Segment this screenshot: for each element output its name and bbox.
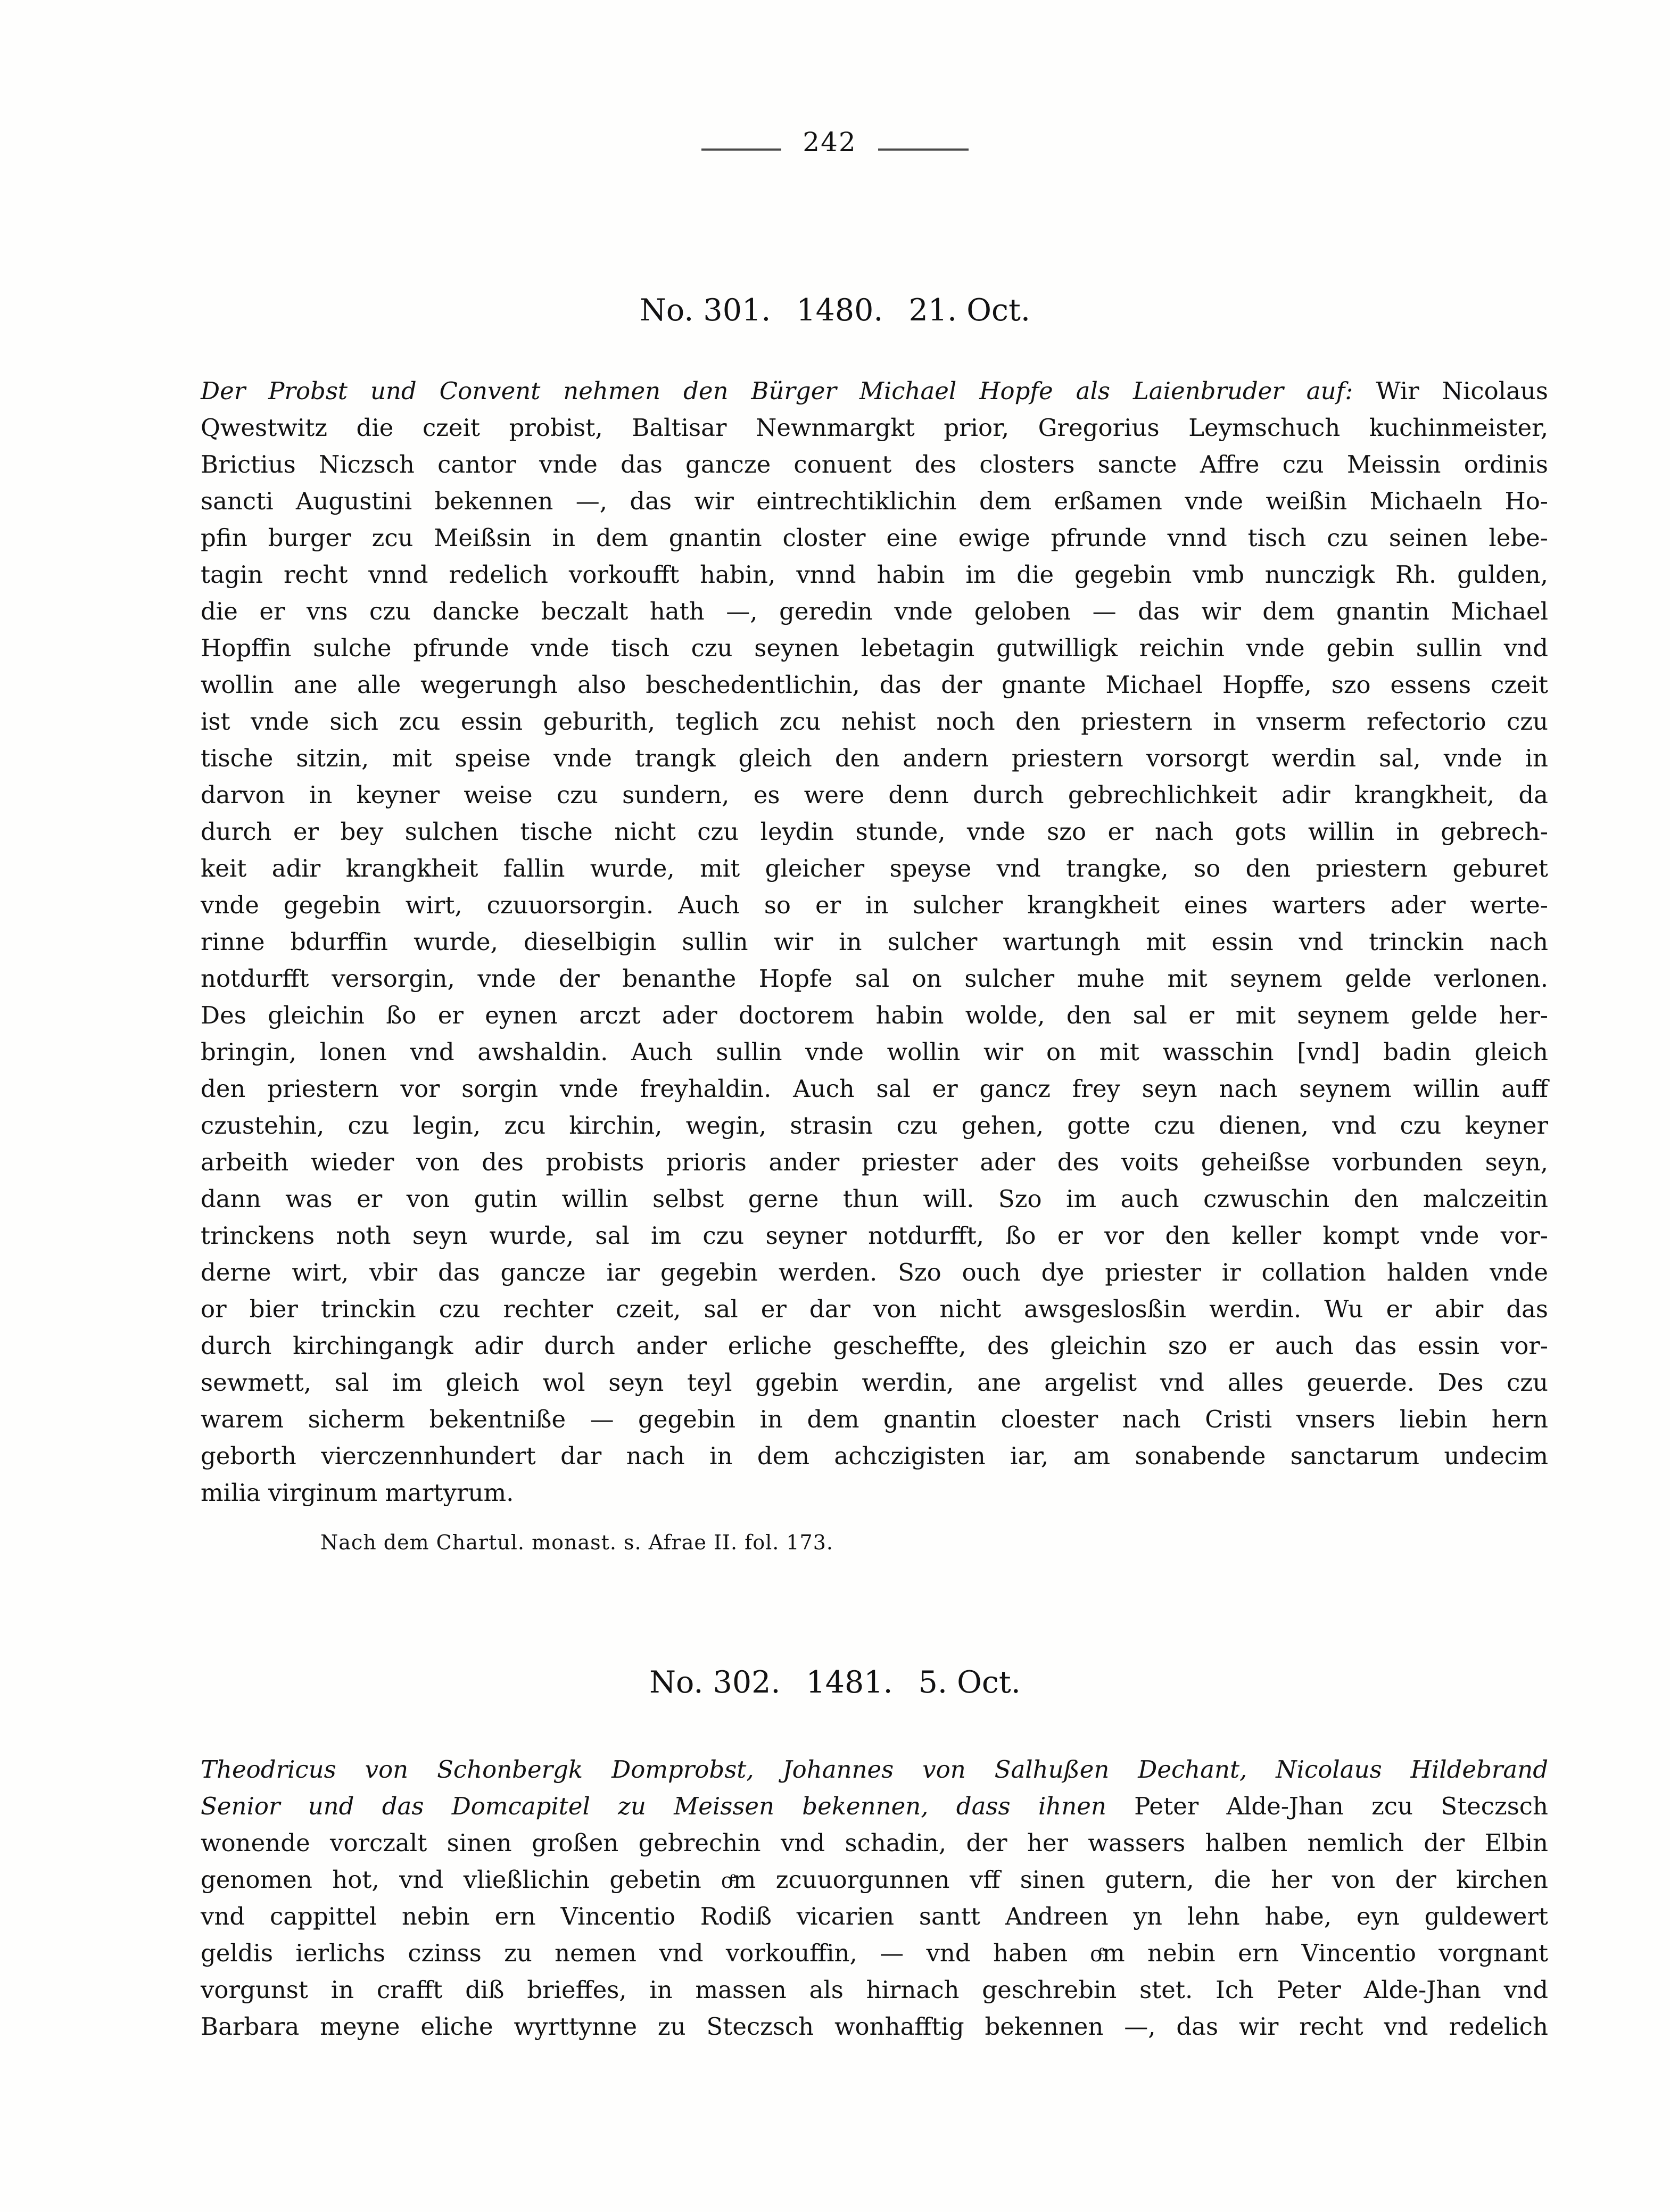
body-text: Peter Alde-Jhan zcu Steczsch: [1106, 1792, 1548, 1820]
doc-day: 5. Oct.: [918, 1665, 1021, 1700]
text-line: rinne bdurffin wurde, dieselbigin sullin wir in sulcher wartungh mit essin vnd trinckin nach: [201, 928, 1548, 956]
text-line: vorgunst in crafft diß brieffes, in massen als hirnach geschrebin stet. Ich Peter Alde-Jhan vnd: [201, 1976, 1548, 2004]
document-302-heading: [0, 1665, 1670, 1700]
page-header: [0, 127, 1670, 158]
text-line: trinckens noth seyn wurde, sal im czu seyner notdurfft, ßo er vor den keller kompt vnde vor-: [201, 1221, 1548, 1250]
text-line: geldis ierlichs czinss zu nemen vnd vorkouffin, — vnd haben oͤm nebin ern Vincentio vorgnant: [201, 1939, 1548, 1967]
text-line: durch er bey sulchen tische nicht czu leydin stunde, vnde szo er nach gots willin in gebrech-: [201, 818, 1548, 846]
text-line: die er vns czu dancke beczalt hath —, geredin vnde geloben — das wir dem gnantin Michael: [201, 597, 1548, 625]
text-line: durch kirchingangk adir durch ander erliche gescheffte, des gleichin szo er auch das essin vor-: [201, 1332, 1548, 1360]
text-line: arbeith wieder von des probists prioris ander priester ader des voits geheißse vorbunden seyn,: [201, 1148, 1548, 1176]
text-line: den priestern vor sorgin vnde freyhaldin. Auch sal er gancz frey seyn nach seynem willin auff: [201, 1075, 1548, 1103]
text-line: Des gleichin ßo er eynen arczt ader doctorem habin wolde, den sal er mit seynem gelde her-: [201, 1001, 1548, 1029]
text-line: [201, 1751, 1548, 1788]
text-line: notdurfft versorgin, vnde der benanthe Hopfe sal on sulcher muhe mit seynem gelde verlonen.: [201, 964, 1548, 993]
text-line: wollin ane alle wegerungh also beschedentlichin, das der gnante Michael Hopffe, szo essens czeit: [201, 671, 1548, 699]
text-line: Brictius Niczsch cantor vnde das gancze conuent des closters sancte Affre czu Meissin ordinis: [201, 450, 1548, 478]
text-line: Qwestwitz die czeit probist, Baltisar Newnmargkt prior, Gregorius Leymschuch kuchinmeister,: [201, 414, 1548, 442]
text-line: vnde gegebin wirt, czuuorsorgin. Auch so er in sulcher krangkheit eines warters ader werte-: [201, 891, 1548, 919]
body-text: Wir Nicolaus: [1353, 377, 1548, 405]
text-line: [201, 1788, 1548, 1825]
regest-italic-text: Theodricus von Schonbergk Domprobst, Johannes von Salhußen Dechant, Nicolaus Hildebrand: [201, 1755, 1548, 1784]
text-line: czustehin, czu legin, zcu kirchin, wegin, strasin czu gehen, gotte czu dienen, vnd czu keyner: [201, 1111, 1548, 1140]
regest-italic-text: Senior und das Domcapitel zu Meissen bekennen, dass ihnen: [201, 1792, 1106, 1820]
text-line: darvon in keyner weise czu sundern, es were denn durch gebrechlichkeit adir krangkheit, da: [201, 781, 1548, 809]
text-line: warem sicherm bekentniße — gegebin in dem gnantin cloester nach Cristi vnsers liebin hern: [201, 1405, 1548, 1433]
text-line: [201, 373, 1548, 409]
document-301-body: [201, 373, 1548, 1511]
text-line: genomen hot, vnd vließlichin gebetin oͤm zcuuorgunnen vff sinen gutern, die her von der kirchen: [201, 1866, 1548, 1894]
document-302-body: [201, 1751, 1548, 2045]
text-line: vnd cappittel nebin ern Vincentio Rodiß vicarien santt Andreen yn lehn habe, eyn guldewert: [201, 1902, 1548, 1930]
doc-day: 21. Oct.: [908, 293, 1030, 328]
doc-number: No. 302.: [649, 1665, 781, 1700]
text-line: pfin burger zcu Meißsin in dem gnantin closter eine ewige pfrunde vnnd tisch czu seinen lebe-: [201, 524, 1548, 552]
header-rule-right: [878, 148, 969, 151]
doc-year: 1480.: [796, 293, 883, 328]
text-line: geborth vierczennhundert dar nach in dem achczigisten iar, am sonabende sanctarum undecim: [201, 1442, 1548, 1470]
text-line: tische sitzin, mit speise vnde trangk gleich den andern priestern vorsorgt werdin sal, vnde in: [201, 744, 1548, 772]
text-line: Barbara meyne eliche wyrttynne zu Steczsch wonhafftig bekennen —, das wir recht vnd redelich: [201, 2012, 1548, 2041]
text-line: or bier trinckin czu rechter czeit, sal er dar von nicht awsgeslosßin werdin. Wu er abir das: [201, 1295, 1548, 1323]
page-number: 242: [803, 127, 857, 158]
document-301-heading: [0, 293, 1670, 328]
doc-year: 1481.: [806, 1665, 893, 1700]
text-line: Hopffin sulche pfrunde vnde tisch czu seynen lebetagin gutwilligk reichin vnde gebin sullin vnd: [201, 634, 1548, 662]
regest-italic-text: Der Probst und Convent nehmen den Bürger Michael Hopfe als Laienbruder auf:: [201, 377, 1353, 405]
text-line: tagin recht vnnd redelich vorkoufft habin, vnnd habin im die gegebin vmb nunczigk Rh. gulden,: [201, 560, 1548, 589]
text-line: bringin, lonen vnd awshaldin. Auch sullin vnde wollin wir on mit wasschin [vnd] badin gleich: [201, 1038, 1548, 1066]
text-line: sancti Augustini bekennen —, das wir eintrechtiklichin dem erßamen vnde weißin Michaeln Ho-: [201, 487, 1548, 515]
text-line: wonende vorczalt sinen großen gebrechin vnd schadin, der her wassers halben nemlich der Elbin: [201, 1829, 1548, 1857]
text-line: derne wirt, vbir das gancze iar gegebin werden. Szo ouch dye priester ir collation halden vnde: [201, 1258, 1548, 1286]
text-line: sewmett, sal im gleich wol seyn teyl ggebin werdin, ane argelist vnd alles geuerde. Des czu: [201, 1368, 1548, 1397]
document-301-source-note: Nach dem Chartul. monast. s. Afrae II. fol. 173.: [320, 1531, 833, 1554]
text-line: milia virginum martyrum.: [201, 1479, 514, 1507]
header-rule-left: [701, 148, 781, 151]
text-line: keit adir krangkheit fallin wurde, mit gleicher speyse vnd trangke, so den priestern geburet: [201, 854, 1548, 882]
text-line: dann was er von gutin willin selbst gerne thun will. Szo im auch czwuschin den malczeitin: [201, 1185, 1548, 1213]
doc-number: No. 301.: [640, 293, 771, 328]
text-line: ist vnde sich zcu essin geburith, teglich zcu nehist noch den priestern in vnserm refectorio czu: [201, 707, 1548, 736]
